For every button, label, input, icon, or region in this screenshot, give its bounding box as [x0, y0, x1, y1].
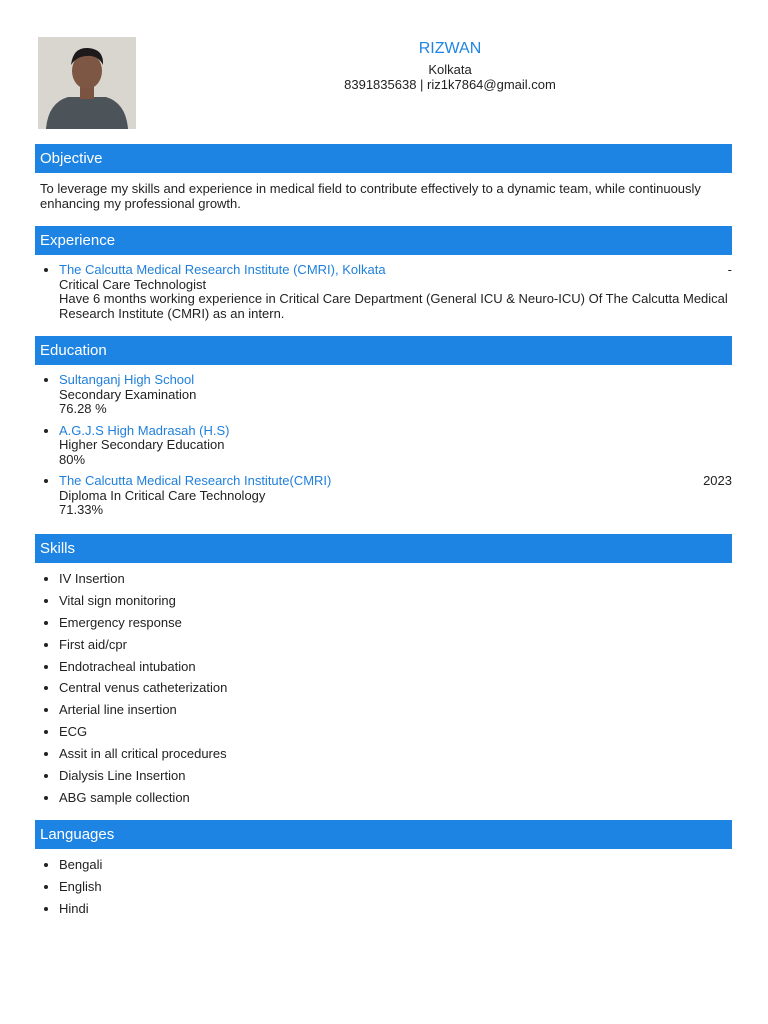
candidate-contact: 8391835638 | riz1k7864@gmail.com — [344, 77, 556, 92]
candidate-name: RIZWAN — [418, 40, 482, 57]
skill-item: • First aid/cpr — [59, 638, 732, 653]
education-item — [59, 373, 732, 417]
experience-role: Critical Care Technologist — [59, 276, 207, 292]
language-item: • Bengali — [59, 858, 732, 873]
experience-section — [35, 226, 732, 321]
languages-section — [35, 820, 732, 924]
skills-heading: Skills — [35, 534, 732, 563]
skills-section — [35, 534, 732, 813]
education-item — [59, 474, 732, 518]
education-section — [35, 336, 732, 518]
education-degree: Secondary Examination — [59, 386, 197, 402]
person-photo-icon — [38, 37, 136, 129]
education-score: 76.28 % — [59, 401, 107, 416]
skill-item: • Endotracheal intubation — [59, 660, 732, 675]
education-heading: Education — [35, 336, 732, 365]
experience-desc: Have 6 months working experience in Critical Care Department (General ICU & Neuro-ICU) Of The Calcutta Medical Research Institute (CMRI) as an intern. — [59, 291, 728, 321]
language-item: • English — [59, 880, 732, 895]
objective-text: To leverage my skills and experience in medical field to contribute effectively to a dynamic team, while continuously enhancing my professional growth. — [40, 181, 701, 211]
education-score: 80% — [59, 451, 86, 467]
education-school: • Sultanganj High School — [59, 372, 195, 387]
language-item: • Hindi — [59, 902, 732, 917]
experience-heading: Experience — [35, 226, 732, 255]
candidate-city: Kolkata — [428, 62, 472, 77]
skill-item: • IV Insertion — [59, 572, 732, 587]
skill-item: • Emergency response — [59, 616, 732, 631]
skill-item: • Arterial line insertion — [59, 703, 732, 718]
resume-header — [150, 40, 750, 92]
education-school: • The Calcutta Medical Research Institute(CMRI) — [59, 473, 332, 488]
objective-heading: Objective — [35, 144, 732, 173]
skill-item: • Assit in all critical procedures — [59, 747, 732, 762]
education-year: 2023 — [703, 473, 732, 488]
profile-photo — [38, 37, 136, 129]
education-degree: Diploma In Critical Care Technology — [59, 487, 266, 503]
languages-heading: Languages — [35, 820, 732, 849]
education-score: 71.33% — [59, 502, 104, 517]
experience-item — [59, 263, 732, 321]
experience-date: - — [727, 262, 732, 277]
skill-item: • Vital sign monitoring — [59, 594, 732, 609]
education-item — [59, 424, 732, 468]
skill-item: • Central venus catheterization — [59, 681, 732, 696]
skill-item: • ABG sample collection — [59, 791, 732, 806]
education-degree: Higher Secondary Education — [59, 437, 225, 452]
experience-list — [35, 263, 732, 321]
skills-list — [35, 572, 732, 805]
languages-list — [35, 858, 732, 916]
skill-item: • Dialysis Line Insertion — [59, 769, 732, 784]
objective-section — [35, 144, 732, 211]
education-school: • A.G.J.S High Madrasah (H.S) — [59, 422, 230, 438]
experience-org: • The Calcutta Medical Research Institute (CMRI), Kolkata — [59, 262, 386, 277]
skill-item: • ECG — [59, 725, 732, 740]
education-list — [35, 373, 732, 518]
